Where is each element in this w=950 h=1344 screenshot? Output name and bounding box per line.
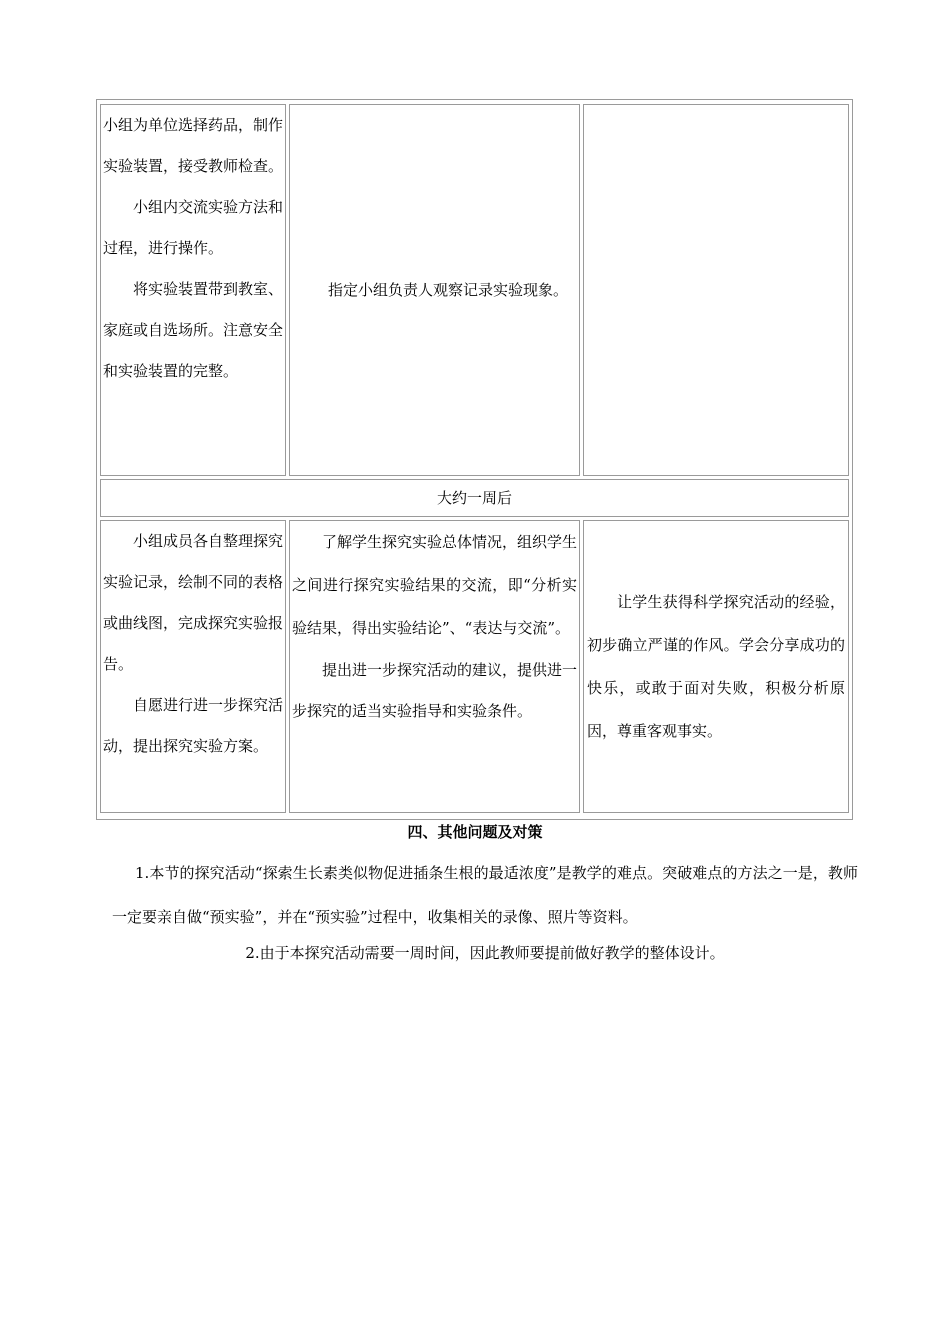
section-item-2: 2.由于本探究活动需要一周时间，因此教师要提前做好教学的整体设计。	[245, 944, 725, 962]
row1-student-activity-1: 小组为单位选择药品，制作实验装置，接受教师检查。	[103, 116, 284, 175]
row3-teacher-activity-1: 了解学生探究实验总体情况，组织学生之间进行探究实验结果的交流，即“分析实验结果，得出实验结论”、“表达与交流”。	[292, 533, 578, 637]
row2-time-marker: 大约一周后	[100, 479, 849, 517]
row3-intent-cell	[583, 520, 849, 813]
row1-teacher-activity-cell	[289, 104, 580, 476]
row1-teacher-activity: 指定小组负责人观察记录实验现象。	[328, 280, 569, 299]
row1-student-activity-3: 将实验装置带到教室、家庭或自选场所。注意安全和实验装置的完整。	[103, 280, 284, 380]
row3-intent: 让学生获得科学探究活动的经验，初步确立严谨的作风。学会分享成功的快乐，或敢于面对失败，积极分析原因，尊重客观事实。	[587, 592, 845, 740]
row3-student-activity-cell	[100, 520, 286, 813]
section-heading: 四、其他问题及对策	[407, 823, 543, 841]
row3-teacher-activity-2: 提出进一步探究活动的建议，提供进一步探究的适当实验指导和实验条件。	[292, 661, 578, 720]
row3-student-activity-2: 自愿进行进一步探究活动，提出探究实验方案。	[103, 696, 284, 755]
row1-student-activity-2: 小组内交流实验方法和过程，进行操作。	[103, 198, 284, 257]
row1-student-activity-cell	[100, 104, 286, 476]
section-item-1: 1.本节的探究活动“探索生长素类似物促进插条生根的最适浓度”是教学的难点。突破难点的方法之一是，教师一定要亲自做“预实验”，并在“预实验”过程中，收集相关的录像、照片等资料。	[112, 864, 858, 926]
row3-teacher-activity-cell	[289, 520, 580, 813]
row1-intent-cell	[583, 104, 849, 476]
row3-student-activity-1: 小组成员各自整理探究实验记录，绘制不同的表格或曲线图，完成探究实验报告。	[103, 532, 284, 673]
